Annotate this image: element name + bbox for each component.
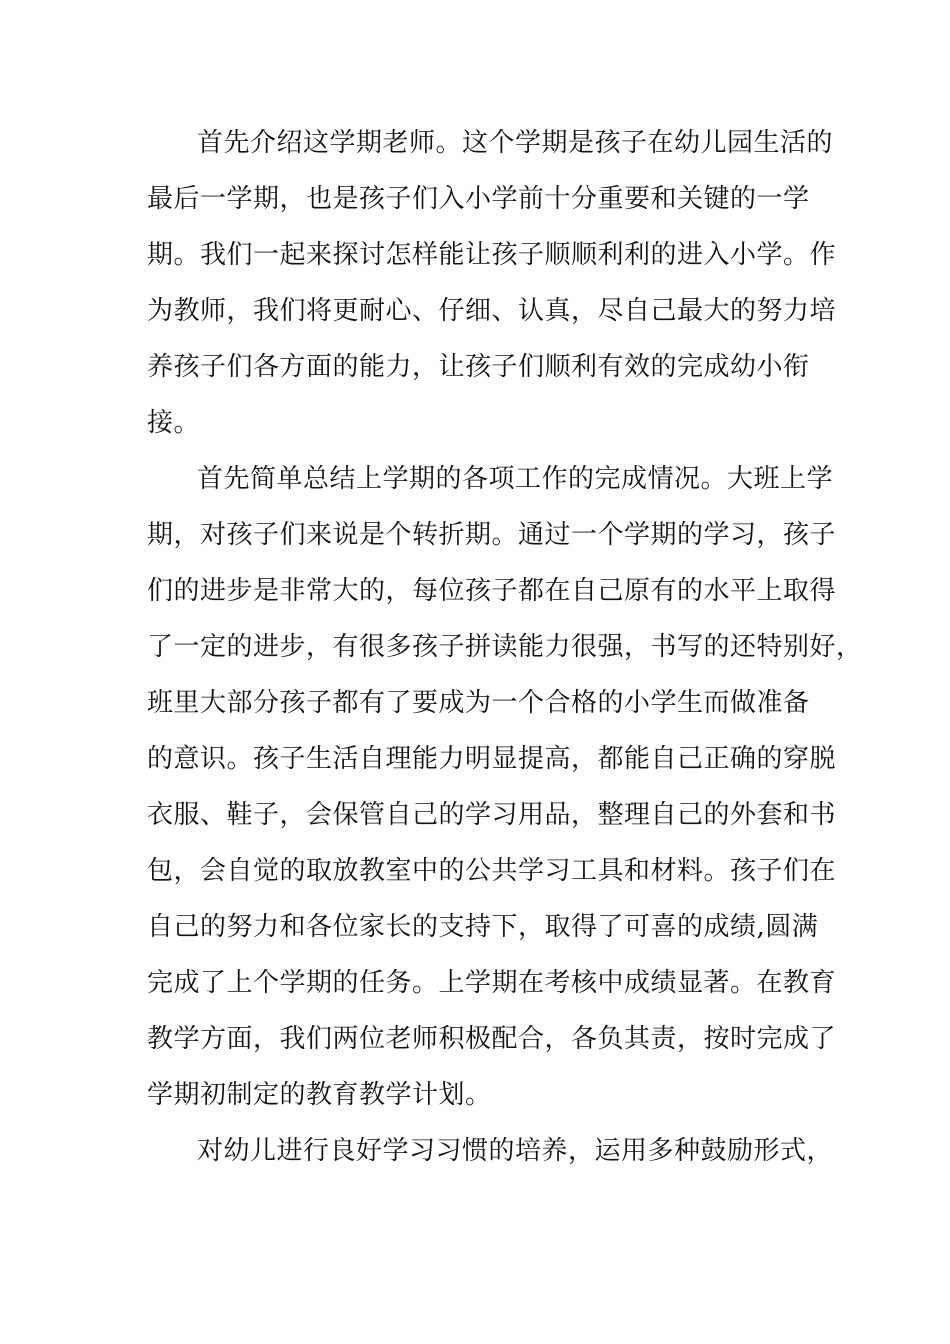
paragraph-1-line-4: 为教师，我们将更耐心、仔细、认真，尽自己最大的努力培 xyxy=(147,296,837,326)
paragraph-2-line-1: 首先简单总结上学期的各项工作的完成情况。大班上学 xyxy=(197,464,834,494)
paragraph-2-line-9: 自己的努力和各位家长的支持下，取得了可喜的成绩,圆满 xyxy=(147,912,819,942)
paragraph-2-line-6: 的意识。孩子生活自理能力明显提高，都能自己正确的穿脱 xyxy=(147,744,837,774)
paragraph-2-line-3: 们的进步是非常大的，每位孩子都在自己原有的水平上取得 xyxy=(147,576,837,606)
paragraph-1-line-3: 期。我们一起来探讨怎样能让孩子顺顺利利的进入小学。作 xyxy=(147,240,837,270)
paragraph-2-line-4: 了一定的进步，有很多孩子拼读能力很强，书写的还特别好， xyxy=(147,632,863,662)
paragraph-2-line-11: 教学方面，我们两位老师积极配合，各负其责，按时完成了 xyxy=(147,1024,837,1054)
paragraph-1-line-1: 首先介绍这学期老师。这个学期是孩子在幼儿园生活的 xyxy=(197,128,834,158)
paragraph-2-line-5: 班里大部分孩子都有了要成为一个合格的小学生而做准备 xyxy=(147,688,810,718)
paragraph-1-line-2: 最后一学期，也是孩子们入小学前十分重要和关键的一学 xyxy=(147,184,810,214)
paragraph-3-line-1: 对幼儿进行良好学习习惯的培养，运用多种鼓励形式， xyxy=(197,1136,834,1166)
paragraph-2-line-10: 完成了上个学期的任务。上学期在考核中成绩显著。在教育 xyxy=(147,968,837,998)
paragraph-2-line-7: 衣服、鞋子，会保管自己的学习用品，整理自己的外套和书 xyxy=(147,800,837,830)
paragraph-2-line-8: 包，会自觉的取放教室中的公共学习工具和材料。孩子们在 xyxy=(147,856,837,886)
paragraph-2-line-12: 学期初制定的教育教学计划。 xyxy=(147,1080,492,1110)
paragraph-1-line-6: 接。 xyxy=(147,408,201,438)
paragraph-2-line-2: 期，对孩子们来说是个转折期。通过一个学期的学习，孩子 xyxy=(147,520,837,550)
paragraph-1-line-5: 养孩子们各方面的能力，让孩子们顺利有效的完成幼小衔 xyxy=(147,352,810,382)
